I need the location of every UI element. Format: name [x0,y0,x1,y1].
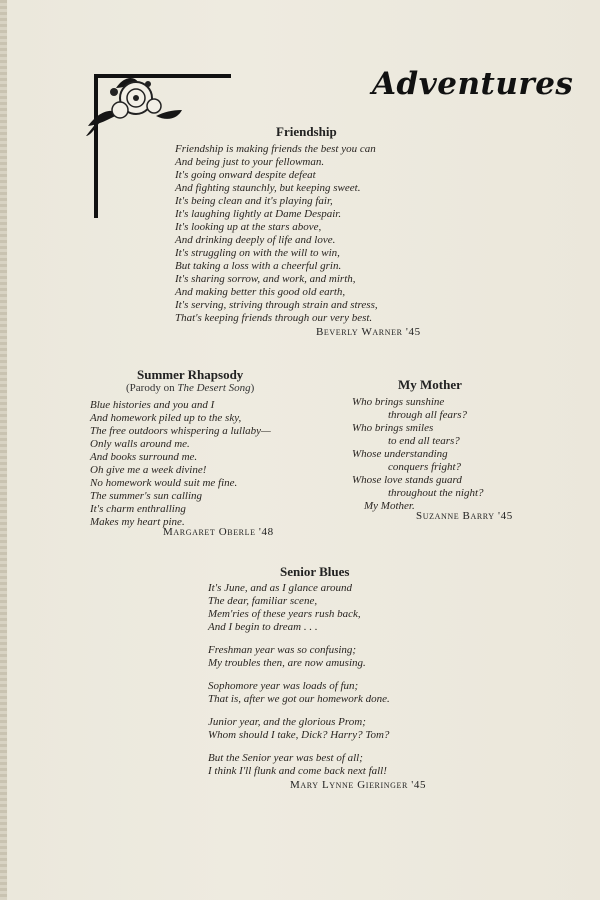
verse-line: It's struggling on with the will to win, [175,247,340,259]
verse-line: And drinking deeply of life and love. [175,234,336,246]
verse-line: The dear, familiar scene, [208,595,318,607]
poem-title-summer-rhapsody: Summer Rhapsody [137,367,244,382]
verse-line: conquers fright? [388,461,462,473]
verse-line: The free outdoors whispering a lullaby— [90,425,271,437]
verse-line: And I begin to dream . . . [208,621,318,633]
poem-senior-verse [208,582,390,778]
author-mother: Suzanne Barry '45 [416,510,513,522]
verse-line: Whose understanding [352,448,448,460]
verse-line: But the Senior year was best of all; [208,752,363,764]
verse-line: That is, after we got our homework done. [208,693,390,705]
stanza-break [208,706,390,716]
stanza-break [208,742,390,752]
verse-line: Makes my heart pine. [90,516,185,528]
verse-line: Whose love stands guard [352,474,462,486]
poem-title-senior-blues: Senior Blues [280,564,350,579]
author-senior: Mary Lynne Gieringer '45 [290,779,427,791]
poem-friendship-verse [175,143,378,325]
verse-line: That's keeping friends through our very best. [175,312,373,324]
author-friendship: Beverly Warner '45 [316,326,421,338]
stanza-break [208,670,390,680]
verse-line: through all fears? [388,409,468,421]
verse-line: throughout the night? [388,487,484,499]
binding-edge [0,0,7,900]
verse-line: It's being clean and it's playing fair, [175,195,333,207]
verse-line: And homework piled up to the sky, [90,412,242,424]
verse-line: It's going onward despite defeat [175,169,316,181]
verse-line: Oh give me a week divine! [90,464,207,476]
verse-line: It's sharing sorrow, and work, and mirth, [175,273,356,285]
verse-line: Whom should I take, Dick? Harry? Tom? [208,729,390,741]
poem-subtitle-summer-rhapsody [126,382,254,394]
subtitle-prefix: (Parody on [126,382,175,394]
verse-line: And being just to your fellowman. [175,156,325,168]
verse-line: Who brings smiles [352,422,434,434]
verse-line: My Mother. [364,500,415,512]
verse-line: And making better this good old earth, [175,286,346,298]
verse-line: And fighting staunchly, but keeping sweet. [175,182,361,194]
verse-line: It's laughing lightly at Dame Despair. [175,208,342,220]
verse-line: I think I'll flunk and come back next fall! [208,765,387,777]
verse-line: Blue histories and you and I [90,399,215,411]
verse-line: But taking a loss with a cheerful grin. [175,260,342,272]
poem-summer-verse [90,399,271,529]
verse-line: Friendship is making friends the best you can [175,143,376,155]
verse-line: to end all tears? [388,435,460,447]
verse-line: My troubles then, are now amusing. [208,657,366,669]
verse-line: Sophomore year was loads of fun; [208,680,359,692]
subtitle-work: The Desert Song [177,382,251,394]
verse-line: Junior year, and the glorious Prom; [208,716,366,728]
verse-line: It's looking up at the stars above, [175,221,322,233]
verse-line: Who brings sunshine [352,396,445,408]
stanza-break [208,634,390,644]
verse-line: And books surround me. [90,451,198,463]
poem-mother-verse [352,396,484,513]
verse-line: It's June, and as I glance around [208,582,353,594]
poem-title-my-mother: My Mother [398,377,462,392]
subtitle-suffix: ) [250,382,255,394]
verse-line: Mem'ries of these years rush back, [208,608,361,620]
verse-line: Freshman year was so confusing; [208,644,357,656]
verse-line: Only walls around me. [90,438,190,450]
verse-line: It's serving, striving through strain and stress, [175,299,378,311]
author-summer: Margaret Oberle '48 [163,526,274,538]
poem-title-friendship: Friendship [276,124,337,139]
verse-line: No homework would suit me fine. [90,477,238,489]
section-title: Adventures [372,66,574,102]
verse-line: The summer's sun calling [90,490,203,502]
verse-line: It's charm enthralling [90,503,186,515]
